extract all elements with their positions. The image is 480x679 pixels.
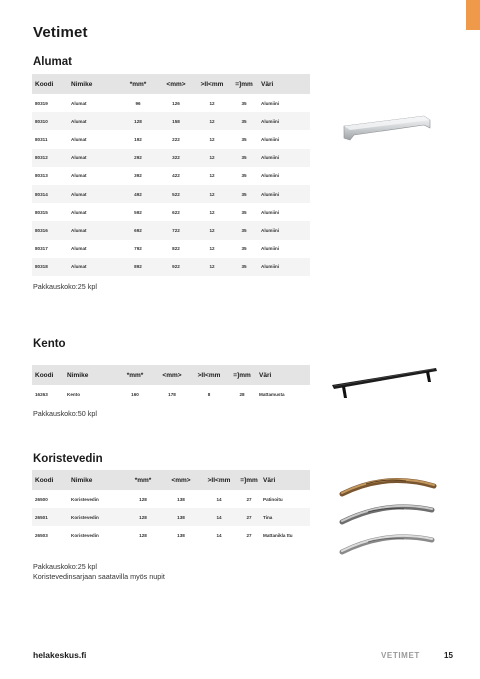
table-cell: Alumiini (258, 112, 310, 130)
table-cell: 80318 (32, 258, 68, 276)
table-cell: 80311 (32, 130, 68, 148)
table-cell: Alumiini (258, 240, 310, 258)
table-cell: 222 (158, 130, 194, 148)
table-cell: 822 (158, 240, 194, 258)
table-cell: 14 (200, 526, 238, 544)
series-note-koristevedin: Koristevedinsarjaan saatavilla myös nupit (33, 572, 165, 581)
table-cell: Alumat (68, 130, 118, 148)
product-table-kento (32, 365, 310, 403)
footer-page-number: 15 (444, 651, 453, 660)
table-cell: 160 (116, 385, 154, 403)
column-header: *mm* (124, 470, 162, 490)
table-row (32, 94, 310, 112)
table-cell: 12 (194, 94, 230, 112)
column-header: <mm> (158, 74, 194, 94)
table-cell: 522 (158, 185, 194, 203)
table-cell: 26503 (32, 526, 68, 544)
table-cell: 138 (162, 508, 200, 526)
table-header-row (32, 74, 310, 94)
table-cell: 80312 (32, 149, 68, 167)
table-cell: 96 (118, 94, 158, 112)
column-header: Nimike (68, 74, 118, 94)
column-header: >II<mm (200, 470, 238, 490)
column-header: *mm* (118, 74, 158, 94)
table-cell: Koristevedin (68, 508, 124, 526)
table-cell: Alumat (68, 94, 118, 112)
table-cell: 80315 (32, 203, 68, 221)
table-cell: 27 (238, 490, 260, 508)
table-cell: 12 (194, 167, 230, 185)
table-cell: Alumiini (258, 203, 310, 221)
column-header: >II<mm (194, 74, 230, 94)
section-title-alumat: Alumat (33, 56, 72, 68)
table-cell: 80314 (32, 185, 68, 203)
table-header-row (32, 470, 310, 490)
table-cell: Alumat (68, 112, 118, 130)
table-row (32, 112, 310, 130)
table-cell: 592 (118, 203, 158, 221)
table-cell: 35 (230, 130, 258, 148)
table-cell: Kento (64, 385, 116, 403)
footer-section-name: VETIMET (381, 651, 420, 660)
table-cell: 12 (194, 258, 230, 276)
table-cell: Alumiini (258, 94, 310, 112)
table-cell: 12 (194, 240, 230, 258)
table-cell: Alumat (68, 258, 118, 276)
table-header-row (32, 365, 310, 385)
table-cell: 80316 (32, 221, 68, 239)
packaging-note-kento: Pakkauskoko:50 kpl (33, 409, 97, 418)
table-cell: 14 (200, 490, 238, 508)
table-row (32, 167, 310, 185)
table-cell: 922 (158, 258, 194, 276)
table-cell: 492 (118, 185, 158, 203)
table-row (32, 149, 310, 167)
table-cell: 27 (238, 526, 260, 544)
table-cell: Alumat (68, 149, 118, 167)
handle-koristevedin-patinoitu-image (336, 472, 440, 500)
table-cell: Mattamusta (256, 385, 310, 403)
table-cell: 178 (154, 385, 190, 403)
handle-koristevedin-mattanikla-image (336, 528, 440, 558)
table-cell: 158 (158, 112, 194, 130)
table-cell: 80319 (32, 94, 68, 112)
packaging-note-alumat: Pakkauskoko:25 kpl (33, 282, 97, 291)
table-cell: 35 (230, 112, 258, 130)
table-cell: 292 (118, 149, 158, 167)
table-cell: Alumat (68, 221, 118, 239)
table-row (32, 221, 310, 239)
table-cell: 26500 (32, 490, 68, 508)
table-cell: Patinoitu (260, 490, 310, 508)
table-cell: 622 (158, 203, 194, 221)
table-cell: 26501 (32, 508, 68, 526)
table-cell: 80310 (32, 112, 68, 130)
column-header: =]mm (228, 365, 256, 385)
table-cell: 35 (230, 240, 258, 258)
column-header: *mm* (116, 365, 154, 385)
table-cell: Alumiini (258, 130, 310, 148)
table-cell: 12 (194, 185, 230, 203)
table-cell: 892 (118, 258, 158, 276)
table-cell: Alumiini (258, 185, 310, 203)
table-row (32, 490, 310, 508)
table-row (32, 203, 310, 221)
table-cell: 792 (118, 240, 158, 258)
table-cell: 16263 (32, 385, 64, 403)
table-cell: 128 (124, 490, 162, 508)
table-cell: 12 (194, 221, 230, 239)
table-cell: 128 (124, 526, 162, 544)
table-cell: Tina (260, 508, 310, 526)
table-cell: 138 (162, 526, 200, 544)
column-header: =]mm (238, 470, 260, 490)
table-cell: 35 (230, 185, 258, 203)
table-cell: 35 (230, 221, 258, 239)
table-row (32, 240, 310, 258)
table-cell: 80317 (32, 240, 68, 258)
table-cell: Alumiini (258, 167, 310, 185)
table-cell: 322 (158, 149, 194, 167)
table-row (32, 185, 310, 203)
packaging-note-koristevedin: Pakkauskoko:25 kpl (33, 562, 97, 571)
table-cell: 12 (194, 130, 230, 148)
section-title-kento: Kento (33, 338, 66, 350)
handle-alumat-image (338, 108, 438, 148)
table-cell: 128 (118, 112, 158, 130)
column-header: =]mm (230, 74, 258, 94)
table-cell: Alumat (68, 203, 118, 221)
table-cell: 192 (118, 130, 158, 148)
column-header: Väri (256, 365, 310, 385)
chapter-tab (466, 0, 480, 30)
column-header: Koodi (32, 470, 68, 490)
table-cell: 128 (124, 508, 162, 526)
table-cell: 35 (230, 149, 258, 167)
table-row (32, 385, 310, 403)
table-cell: 12 (194, 149, 230, 167)
table-row (32, 508, 310, 526)
column-header: Nimike (64, 365, 116, 385)
table-cell: 35 (230, 94, 258, 112)
page-title: Vetimet (33, 24, 88, 41)
table-cell: Mattanikla ttu (260, 526, 310, 544)
table-cell: Alumiini (258, 149, 310, 167)
table-cell: 35 (230, 203, 258, 221)
handle-kento-image (328, 362, 443, 402)
product-table-alumat (32, 74, 310, 276)
column-header: Koodi (32, 365, 64, 385)
column-header: Koodi (32, 74, 68, 94)
table-cell: 138 (162, 490, 200, 508)
table-cell: Alumat (68, 240, 118, 258)
table-cell: 12 (194, 112, 230, 130)
table-cell: 422 (158, 167, 194, 185)
table-row (32, 130, 310, 148)
table-cell: Koristevedin (68, 526, 124, 544)
table-cell: 80313 (32, 167, 68, 185)
table-cell: 27 (238, 508, 260, 526)
column-header: >II<mm (190, 365, 228, 385)
table-cell: Alumat (68, 185, 118, 203)
column-header: <mm> (154, 365, 190, 385)
table-cell: 12 (194, 203, 230, 221)
table-cell: 8 (190, 385, 228, 403)
table-cell: 722 (158, 221, 194, 239)
column-header: <mm> (162, 470, 200, 490)
footer-website: helakeskus.fi (33, 650, 87, 660)
table-cell: Alumiini (258, 221, 310, 239)
table-cell: 126 (158, 94, 194, 112)
table-cell: Koristevedin (68, 490, 124, 508)
section-title-koristevedin: Koristevedin (33, 453, 103, 465)
table-cell: 392 (118, 167, 158, 185)
table-cell: 14 (200, 508, 238, 526)
table-cell: Alumat (68, 167, 118, 185)
table-cell: 692 (118, 221, 158, 239)
handle-koristevedin-tina-image (336, 500, 440, 528)
table-cell: 35 (230, 167, 258, 185)
table-row (32, 526, 310, 544)
column-header: Nimike (68, 470, 124, 490)
product-table-koristevedin (32, 470, 310, 545)
column-header: Väri (260, 470, 310, 490)
column-header: Väri (258, 74, 310, 94)
table-cell: Alumiini (258, 258, 310, 276)
table-row (32, 258, 310, 276)
table-cell: 28 (228, 385, 256, 403)
table-cell: 35 (230, 258, 258, 276)
